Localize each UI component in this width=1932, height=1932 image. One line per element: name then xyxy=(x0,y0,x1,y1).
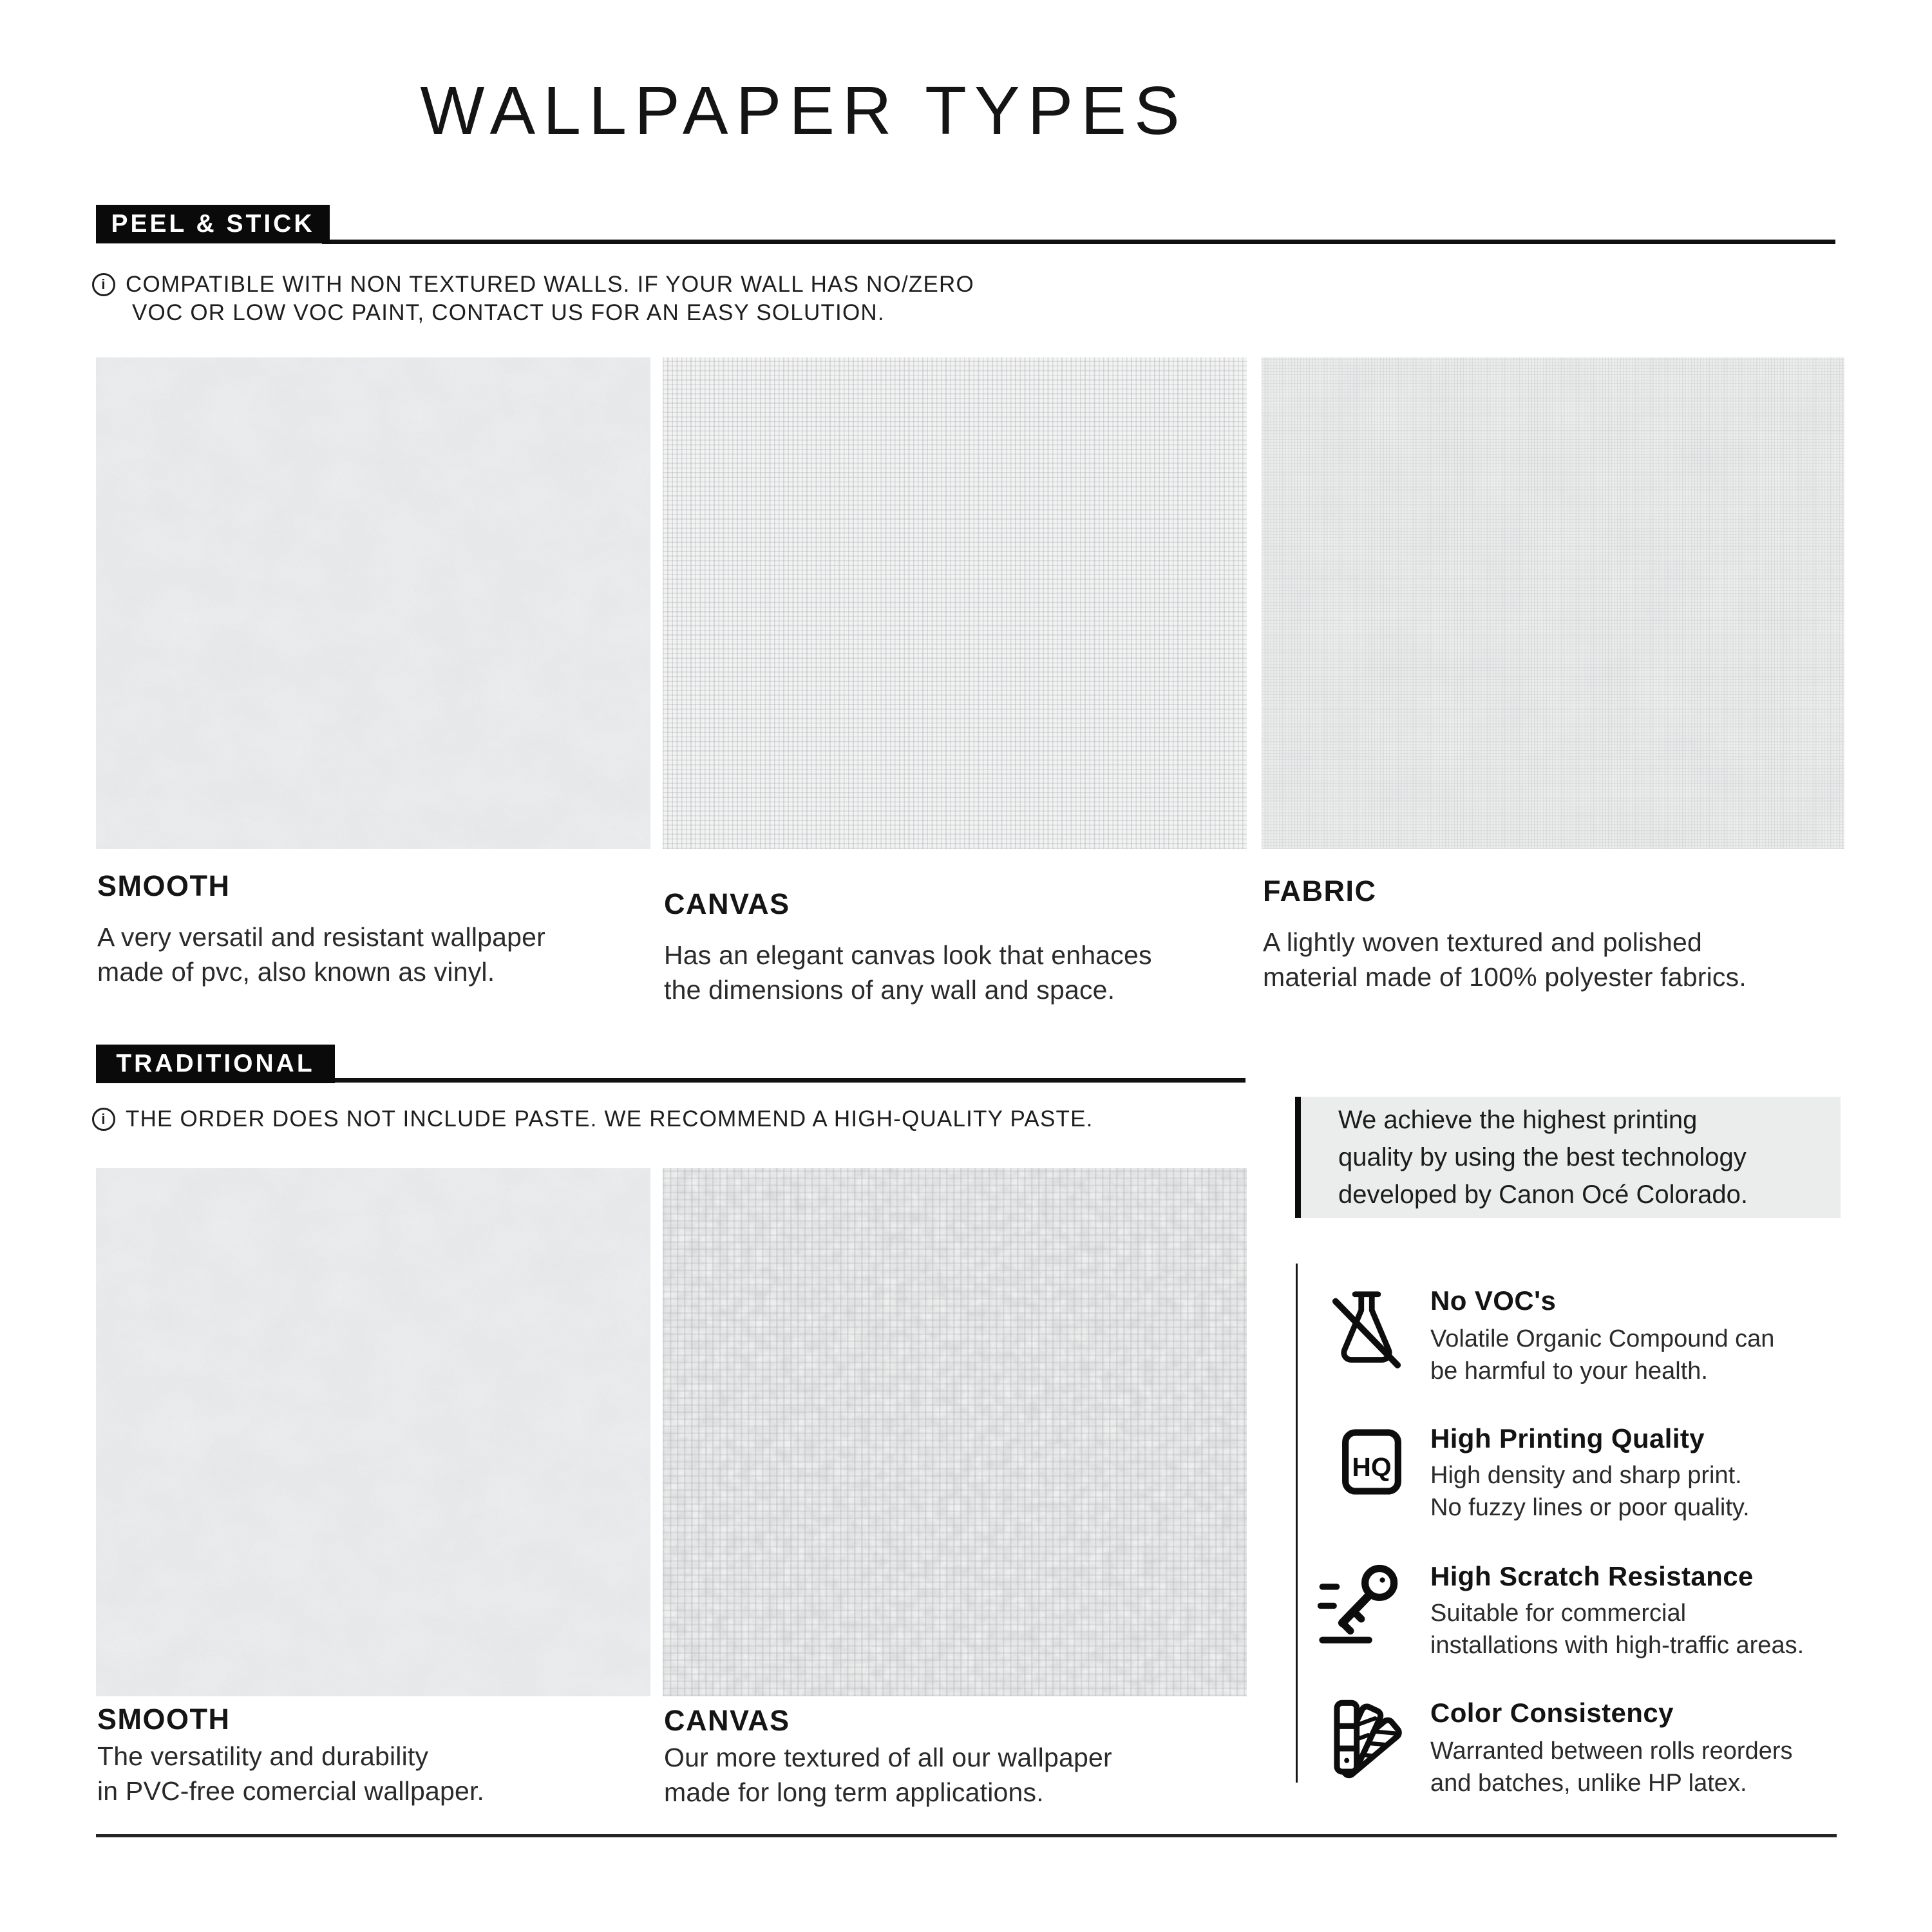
desc-line: The versatility and durability xyxy=(97,1741,429,1771)
quote-line: quality by using the best technology xyxy=(1338,1143,1747,1171)
page-title: WALLPAPER TYPES xyxy=(420,73,1188,149)
section-rule-peel-and-stick xyxy=(322,240,1835,244)
desc-line: be harmful to your health. xyxy=(1430,1358,1708,1385)
desc-line: A very versatil and resistant wallpaper xyxy=(97,922,546,952)
section-badge-peel-and-stick: PEEL & STICK xyxy=(96,205,330,243)
desc-line: Our more textured of all our wallpaper xyxy=(664,1743,1112,1772)
desc-line: made of pvc, also known as vinyl. xyxy=(97,957,495,987)
swatch-description xyxy=(664,1740,1112,1810)
desc-line: the dimensions of any wall and space. xyxy=(664,975,1115,1005)
desc-line: material made of 100% polyester fabrics. xyxy=(1263,962,1747,992)
feature-title: High Scratch Resistance xyxy=(1430,1561,1754,1591)
swatch-name: CANVAS xyxy=(664,1704,790,1737)
desc-line: Has an elegant canvas look that enhaces xyxy=(664,940,1152,970)
quote-line: developed by Canon Océ Colorado. xyxy=(1338,1180,1748,1209)
feature-title: Color Consistency xyxy=(1430,1698,1674,1728)
column-divider xyxy=(1296,1264,1298,1783)
traditional-note xyxy=(92,1105,1094,1133)
swatch-name: SMOOTH xyxy=(97,869,231,902)
quote-line: We achieve the highest printing xyxy=(1338,1106,1698,1134)
no-voc-flask-icon xyxy=(1324,1280,1409,1376)
texture-swatch-canvas-peel xyxy=(663,357,1247,849)
quote-text xyxy=(1301,1101,1748,1213)
desc-line: Warranted between rolls reorders xyxy=(1430,1738,1793,1765)
desc-line: No fuzzy lines or poor quality. xyxy=(1430,1494,1750,1521)
feature-title: High Printing Quality xyxy=(1430,1423,1705,1454)
info-icon: i xyxy=(92,273,115,296)
desc-line: Suitable for commercial xyxy=(1430,1600,1687,1627)
note-line: COMPATIBLE WITH NON TEXTURED WALLS. IF YOUR WALL HAS NO/ZERO xyxy=(126,272,974,297)
swatch-name: CANVAS xyxy=(664,887,790,920)
section-badge-traditional: TRADITIONAL xyxy=(96,1045,335,1083)
info-icon: i xyxy=(92,1108,115,1131)
quote-left-border xyxy=(1295,1097,1301,1218)
peel-stick-note xyxy=(92,270,974,327)
swatch-description xyxy=(664,938,1152,1007)
peel-stick-note-text xyxy=(126,270,974,327)
feature-description xyxy=(1430,1735,1793,1799)
desc-line: installations with high-traffic areas. xyxy=(1430,1632,1804,1659)
swatch-description xyxy=(97,1739,484,1808)
desc-line: in PVC-free comercial wallpaper. xyxy=(97,1776,485,1806)
swatch-name: SMOOTH xyxy=(97,1703,231,1736)
hq-badge-icon xyxy=(1336,1422,1408,1502)
desc-line: High density and sharp print. xyxy=(1430,1462,1742,1489)
swatch-description xyxy=(1263,925,1747,994)
texture-swatch-canvas-traditional xyxy=(663,1168,1247,1696)
bottom-rule xyxy=(96,1834,1837,1837)
printing-quality-quote xyxy=(1301,1097,1841,1218)
desc-line: Volatile Organic Compound can xyxy=(1430,1325,1775,1352)
feature-title: No VOC's xyxy=(1430,1285,1557,1316)
feature-description xyxy=(1430,1459,1750,1524)
texture-swatch-smooth-traditional xyxy=(96,1168,650,1696)
hq-icon-label: HQ xyxy=(1352,1452,1392,1482)
texture-swatch-smooth-peel xyxy=(96,357,650,849)
swatch-description xyxy=(97,920,545,989)
key-scratch-icon xyxy=(1318,1555,1409,1651)
feature-description xyxy=(1430,1597,1804,1662)
feature-description xyxy=(1430,1323,1774,1387)
section-rule-traditional xyxy=(325,1078,1245,1083)
desc-line: made for long term applications. xyxy=(664,1777,1044,1807)
traditional-note-text xyxy=(126,1105,1094,1133)
color-fan-icon xyxy=(1329,1692,1412,1784)
note-line: THE ORDER DOES NOT INCLUDE PASTE. WE RECOMMEND A HIGH-QUALITY PASTE. xyxy=(126,1106,1094,1132)
swatch-name: FABRIC xyxy=(1263,875,1377,907)
note-line: VOC OR LOW VOC PAINT, CONTACT US FOR AN EASY SOLUTION. xyxy=(132,300,885,325)
texture-swatch-fabric-peel xyxy=(1262,357,1844,849)
desc-line: and batches, unlike HP latex. xyxy=(1430,1770,1747,1797)
desc-line: A lightly woven textured and polished xyxy=(1263,927,1703,957)
